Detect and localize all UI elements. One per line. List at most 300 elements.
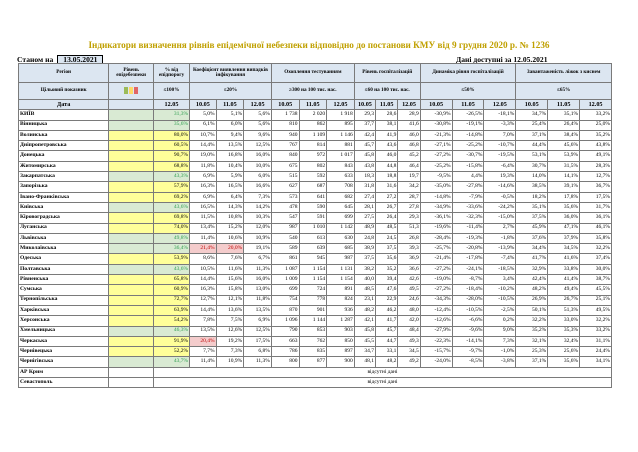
value-cell: 91,9% (153, 336, 189, 346)
value-cell: 63,9% (153, 305, 189, 315)
value-cell: 14,2% (244, 202, 272, 212)
value-cell: 9,4% (216, 130, 244, 140)
value-cell: -3,8% (484, 357, 516, 367)
value-cell: 862 (299, 120, 327, 130)
value-cell: 540 (271, 233, 299, 243)
value-cell: 35,2% (580, 130, 612, 140)
value-cell: -19,6% (420, 223, 452, 233)
value-cell: 36,7% (580, 182, 612, 192)
header-coverage: Охоплення тестуванням (271, 64, 354, 83)
table-row (19, 151, 612, 161)
value-cell: 5,6% (244, 120, 272, 130)
value-cell: 38,2 (354, 264, 375, 274)
value-cell: 754 (271, 295, 299, 305)
value-cell: 17,5% (244, 336, 272, 346)
region-name: Запорізька (19, 182, 109, 192)
value-cell: 10,3% (244, 213, 272, 223)
value-cell: 28,9 (398, 110, 420, 120)
value-cell: 1 131 (327, 264, 355, 274)
value-cell: 12,7% (190, 295, 217, 305)
value-cell: 16,3% (190, 182, 217, 192)
table-row (19, 192, 612, 202)
value-cell: 51,3% (548, 305, 580, 315)
value-cell: 34,5% (548, 244, 580, 254)
value-cell: 48,2 (376, 357, 398, 367)
value-cell: 573 (271, 192, 299, 202)
value-cell: 9,6% (244, 130, 272, 140)
value-cell: -27,8% (452, 182, 484, 192)
value-cell: 48,0 (398, 305, 420, 315)
level-cell (109, 172, 154, 182)
region-name: Харківська (19, 305, 109, 315)
value-cell: -9,6% (452, 326, 484, 336)
value-cell: 46,4 (398, 161, 420, 171)
value-cell: -25,7% (420, 244, 452, 254)
value-cell: 778 (299, 295, 327, 305)
red-level-swatch (134, 87, 138, 94)
table-row (19, 244, 612, 254)
table-row (19, 141, 612, 151)
value-cell: 861 (271, 254, 299, 264)
value-cell: 35,8% (580, 233, 612, 243)
value-cell: 7,3% (216, 347, 244, 357)
value-cell: 48,5 (376, 223, 398, 233)
level-cell (109, 202, 154, 212)
value-cell: 22,9 (376, 295, 398, 305)
value-cell: 11,3% (244, 264, 272, 274)
value-cell: 5,0% (190, 110, 217, 120)
table-row (19, 264, 612, 274)
table-row (19, 172, 612, 182)
value-cell: -14,6% (484, 182, 516, 192)
value-cell: 936 (327, 305, 355, 315)
value-cell: 54,2% (153, 316, 189, 326)
value-cell: 591 (299, 213, 327, 223)
value-cell: 10,4% (216, 161, 244, 171)
value-cell: 10,6% (216, 233, 244, 243)
level-cell (109, 336, 154, 346)
value-cell: 34,7 (354, 347, 375, 357)
date-cell: 12.05 (244, 100, 272, 110)
table-row (19, 110, 612, 120)
value-cell: 38,1 (376, 120, 398, 130)
table-row (19, 254, 612, 264)
value-cell: -21,4% (420, 254, 452, 264)
target-pct-ward: ≤100% (153, 83, 189, 100)
value-cell: 74,0% (153, 223, 189, 233)
value-cell: 46,0 (398, 130, 420, 140)
value-cell: 38,4% (548, 130, 580, 140)
region-name: Херсонська (19, 316, 109, 326)
value-cell: 27,4 (354, 192, 375, 202)
value-cell: 14,4% (190, 305, 217, 315)
value-cell: 10,8% (216, 213, 244, 223)
value-cell: 6,9% (190, 192, 217, 202)
region-name: Вінницька (19, 120, 109, 130)
value-cell: 7,3% (244, 192, 272, 202)
value-cell: 1 010 (299, 223, 327, 233)
value-cell: 895 (327, 120, 355, 130)
value-cell: 46,8 (398, 141, 420, 151)
date-label: Дата (19, 100, 109, 110)
date-cell: 12.05 (484, 100, 516, 110)
value-cell: 44,8 (376, 161, 398, 171)
region-name: Донецька (19, 151, 109, 161)
value-cell: 645 (327, 202, 355, 212)
value-cell: 762 (299, 336, 327, 346)
value-cell: -30,9% (420, 110, 452, 120)
value-cell: -10,2% (484, 285, 516, 295)
value-cell: -15,8% (452, 161, 484, 171)
value-cell: 27,5 (354, 213, 375, 223)
value-cell: 6,7% (244, 254, 272, 264)
level-cell (109, 192, 154, 202)
region-name: Кіровоградська (19, 213, 109, 223)
region-name: Полтавська (19, 264, 109, 274)
table-row (19, 161, 612, 171)
value-cell: -6,4% (484, 161, 516, 171)
value-cell: -15,0% (484, 213, 516, 223)
no-data-cell: відсутні дані (153, 378, 611, 388)
value-cell: 43,6 (376, 141, 398, 151)
value-cell: 11,5% (190, 213, 217, 223)
value-cell: -26,5% (452, 110, 484, 120)
value-cell: -11,4% (452, 223, 484, 233)
value-cell: 43,8% (580, 141, 612, 151)
value-cell: 37,5% (516, 213, 548, 223)
region-name: Закарпатська (19, 172, 109, 182)
table-row (19, 202, 612, 212)
value-cell: 47,6 (376, 285, 398, 295)
value-cell: -17,8% (452, 254, 484, 264)
value-cell: 901 (299, 305, 327, 315)
level-cell (109, 347, 154, 357)
level-cell (109, 244, 154, 254)
value-cell: 49,2 (398, 357, 420, 367)
value-cell: -9,7% (452, 347, 484, 357)
value-cell: 26,4% (548, 120, 580, 130)
value-cell: 32,9% (516, 264, 548, 274)
value-cell: -28,4% (420, 233, 452, 243)
value-cell: 1 017 (327, 151, 355, 161)
value-cell: -8,5% (452, 357, 484, 367)
value-cell: 810 (271, 120, 299, 130)
value-cell: 36,4% (153, 244, 189, 254)
level-cell (109, 233, 154, 243)
value-cell: -18,4% (452, 285, 484, 295)
value-cell: 1 109 (299, 130, 327, 140)
header-level: Рівень епідебезпеки (109, 64, 154, 83)
value-cell: 900 (327, 357, 355, 367)
value-cell: 10,9% (216, 357, 244, 367)
value-cell: 840 (271, 151, 299, 161)
value-cell: -19,3% (452, 233, 484, 243)
value-cell: -20,8% (452, 244, 484, 254)
value-cell: 68,8% (153, 161, 189, 171)
region-name: Севастополь (19, 378, 109, 388)
value-cell: 36,6 (398, 264, 420, 274)
region-name: Луганська (19, 223, 109, 233)
value-cell: -28,0% (452, 295, 484, 305)
table-row (19, 357, 612, 367)
value-cell: 60,5% (153, 141, 189, 151)
value-cell: 1 287 (327, 316, 355, 326)
level-cell (109, 130, 154, 140)
value-cell: 28,7 (398, 192, 420, 202)
value-cell: -25,2% (452, 141, 484, 151)
value-cell: 49,8% (153, 233, 189, 243)
value-cell: 19,2% (216, 336, 244, 346)
region-name: Волинська (19, 130, 109, 140)
value-cell: 589 (271, 244, 299, 254)
value-cell: 30,7% (516, 161, 548, 171)
value-cell: -1,8% (484, 233, 516, 243)
value-cell: 897 (327, 347, 355, 357)
value-cell: 32,2% (516, 316, 548, 326)
value-cell: 45,5 (354, 336, 375, 346)
level-cell (109, 285, 154, 295)
value-cell: 32,2% (580, 244, 612, 254)
value-cell: -10,5% (452, 305, 484, 315)
value-cell: 28,3% (580, 161, 612, 171)
value-cell: 515 (271, 172, 299, 182)
value-cell: 33,1 (376, 347, 398, 357)
value-cell: 69,2% (153, 192, 189, 202)
value-cell: 43,3% (153, 172, 189, 182)
target-coverage: ≥300 на 100 тис. нас. (271, 83, 354, 100)
value-cell: 835 (299, 347, 327, 357)
value-cell: 18,2% (516, 192, 548, 202)
target-label: Цільовий показник (19, 83, 109, 100)
value-cell: 17,5% (580, 192, 612, 202)
value-cell: -12,4% (420, 305, 452, 315)
value-cell: 11,4% (190, 233, 217, 243)
value-cell: 18,3 (354, 172, 375, 182)
value-cell: -6,6% (452, 316, 484, 326)
header-hosp-dyn: Динаміка рівня госпіталізацій (420, 64, 516, 83)
value-cell: 37,4% (580, 254, 612, 264)
value-cell: 26,8 (398, 233, 420, 243)
level-cell (109, 295, 154, 305)
value-cell: 45,8 (354, 151, 375, 161)
value-cell: 45,5% (580, 285, 612, 295)
value-cell: 39,4 (376, 275, 398, 285)
value-cell: 38,9 (354, 244, 375, 254)
value-cell: 19,7 (398, 172, 420, 182)
value-cell: 1 142 (327, 223, 355, 233)
date-cell: 12.05 (327, 100, 355, 110)
value-cell: 47,1% (548, 223, 580, 233)
value-cell: 7,6% (216, 254, 244, 264)
value-cell: 28,1 (354, 202, 375, 212)
value-cell: 11,3% (244, 357, 272, 367)
state-date-value: 13.05.2021 (57, 55, 103, 65)
table-row (19, 326, 612, 336)
value-cell: -10,7% (484, 141, 516, 151)
value-cell: 35,2 (376, 264, 398, 274)
value-cell: 49,3 (398, 336, 420, 346)
table-row (19, 130, 612, 140)
value-cell: 17,8% (548, 192, 580, 202)
value-cell: -21,3% (420, 130, 452, 140)
value-cell: 37,5 (376, 244, 398, 254)
value-cell: 46,0 (376, 151, 398, 161)
region-name: Львівська (19, 233, 109, 243)
region-name: Одеська (19, 254, 109, 264)
value-cell: 881 (327, 141, 355, 151)
value-cell: 25,1% (580, 295, 612, 305)
value-cell: 708 (327, 182, 355, 192)
date-cell: 12.05 (580, 100, 612, 110)
value-cell: -35,0% (420, 182, 452, 192)
value-cell: -14,1% (452, 336, 484, 346)
value-cell: 35,3% (548, 326, 580, 336)
value-cell: 14,4% (190, 141, 217, 151)
value-cell: 13,5% (244, 305, 272, 315)
value-cell: 48,2% (516, 285, 548, 295)
value-cell: 13,5% (190, 326, 217, 336)
date-cell: 11.05 (452, 100, 484, 110)
value-cell: 46,1% (580, 223, 612, 233)
value-cell: 34,5 (398, 347, 420, 357)
value-cell: 14,4% (190, 275, 217, 285)
value-cell: 592 (299, 172, 327, 182)
value-cell: 37,5 (354, 254, 375, 264)
value-cell: 35,6% (548, 202, 580, 212)
value-cell: 36,0% (548, 213, 580, 223)
value-cell: 37,9% (548, 233, 580, 243)
value-cell: 11,4% (190, 357, 217, 367)
value-cell: 16,8% (216, 151, 244, 161)
value-cell: -19,0% (420, 275, 452, 285)
table-row (19, 275, 612, 285)
value-cell: -9,5% (420, 172, 452, 182)
value-cell: 9,0% (484, 326, 516, 336)
target-load: ≤65% (516, 83, 612, 100)
value-cell: -36,1% (420, 213, 452, 223)
value-cell: 45,2 (398, 151, 420, 161)
target-coef: ≤20% (190, 83, 272, 100)
level-cell (109, 151, 154, 161)
value-cell: 31,6 (376, 182, 398, 192)
value-cell: -27,2% (420, 285, 452, 295)
value-cell: 641 (299, 192, 327, 202)
value-cell: 903 (327, 326, 355, 336)
value-cell: 1 738 (271, 110, 299, 120)
value-cell: 42,4% (516, 275, 548, 285)
value-cell: 50,1% (516, 305, 548, 315)
value-cell: 45,8 (354, 326, 375, 336)
level-cell (109, 264, 154, 274)
value-cell: -14,8% (452, 130, 484, 140)
level-cell (109, 110, 154, 120)
value-cell: 42,1 (354, 316, 375, 326)
value-cell: 37,7 (354, 120, 375, 130)
value-cell: 41,6% (548, 254, 580, 264)
value-cell: 41,9 (376, 130, 398, 140)
value-cell: 20,4% (190, 336, 217, 346)
value-cell: 767 (271, 141, 299, 151)
value-cell: 48,2 (354, 305, 375, 315)
value-cell: 49,5% (580, 305, 612, 315)
value-cell: 28,6 (376, 110, 398, 120)
value-cell: 34,7% (516, 110, 548, 120)
value-cell: 40,0 (354, 275, 375, 285)
value-cell: 12,6% (216, 326, 244, 336)
value-cell: 36,1% (580, 213, 612, 223)
value-cell: 1 154 (327, 275, 355, 285)
region-name: Чернігівська (19, 357, 109, 367)
value-cell: -34,3% (420, 295, 452, 305)
value-cell: 870 (271, 305, 299, 315)
value-cell: 39,1% (548, 182, 580, 192)
value-cell: -30,7% (452, 151, 484, 161)
value-cell: -8,7% (452, 275, 484, 285)
value-cell: 34,2 (398, 182, 420, 192)
value-cell: 6,9% (190, 172, 217, 182)
value-cell: -12,6% (420, 316, 452, 326)
value-cell: -3,3% (484, 120, 516, 130)
value-cell: 53,9% (548, 151, 580, 161)
value-cell: 5,1% (216, 110, 244, 120)
value-cell: -24,1% (452, 264, 484, 274)
value-cell: 824 (327, 295, 355, 305)
target-row (19, 83, 612, 100)
target-hosp-dyn: ≤50% (420, 83, 516, 100)
value-cell: 43,6% (153, 202, 189, 212)
value-cell: 41,4% (548, 275, 580, 285)
table-row (19, 367, 612, 377)
value-cell: 7,3% (484, 336, 516, 346)
value-cell: 1 096 (271, 316, 299, 326)
value-cell: 940 (271, 130, 299, 140)
date-row (19, 100, 612, 110)
value-cell: 90,7% (153, 151, 189, 161)
value-cell: 6,9% (244, 316, 272, 326)
value-cell: 12,0% (244, 223, 272, 233)
value-cell: 45,6% (548, 141, 580, 151)
value-cell: 16,0% (244, 151, 272, 161)
level-cell (109, 161, 154, 171)
value-cell: 45,9% (516, 223, 548, 233)
value-cell: 25,3% (516, 347, 548, 357)
value-cell: 6,1% (190, 120, 217, 130)
value-cell: -19,1% (452, 120, 484, 130)
value-cell: 590 (299, 202, 327, 212)
value-cell: 15,8% (216, 285, 244, 295)
table-row (19, 213, 612, 223)
value-cell: 37,1% (516, 357, 548, 367)
value-cell: 1 918 (327, 110, 355, 120)
value-cell: 11,6% (216, 264, 244, 274)
value-cell: 16,5% (190, 202, 217, 212)
value-cell: 14,1% (548, 172, 580, 182)
value-cell: 14,3% (216, 202, 244, 212)
region-name: Хмельницька (19, 326, 109, 336)
value-cell: -2,5% (484, 305, 516, 315)
value-cell: -18,5% (484, 264, 516, 274)
value-cell: 38,5% (516, 182, 548, 192)
header-row (19, 64, 612, 83)
value-cell: 13,5% (216, 141, 244, 151)
value-cell: -34,9% (420, 202, 452, 212)
level-cell (109, 367, 154, 377)
value-cell: 675 (271, 161, 299, 171)
value-cell: -14,8% (420, 192, 452, 202)
region-name: Сумська (19, 285, 109, 295)
value-cell: 11,8% (244, 295, 272, 305)
value-cell: 16,5% (216, 182, 244, 192)
